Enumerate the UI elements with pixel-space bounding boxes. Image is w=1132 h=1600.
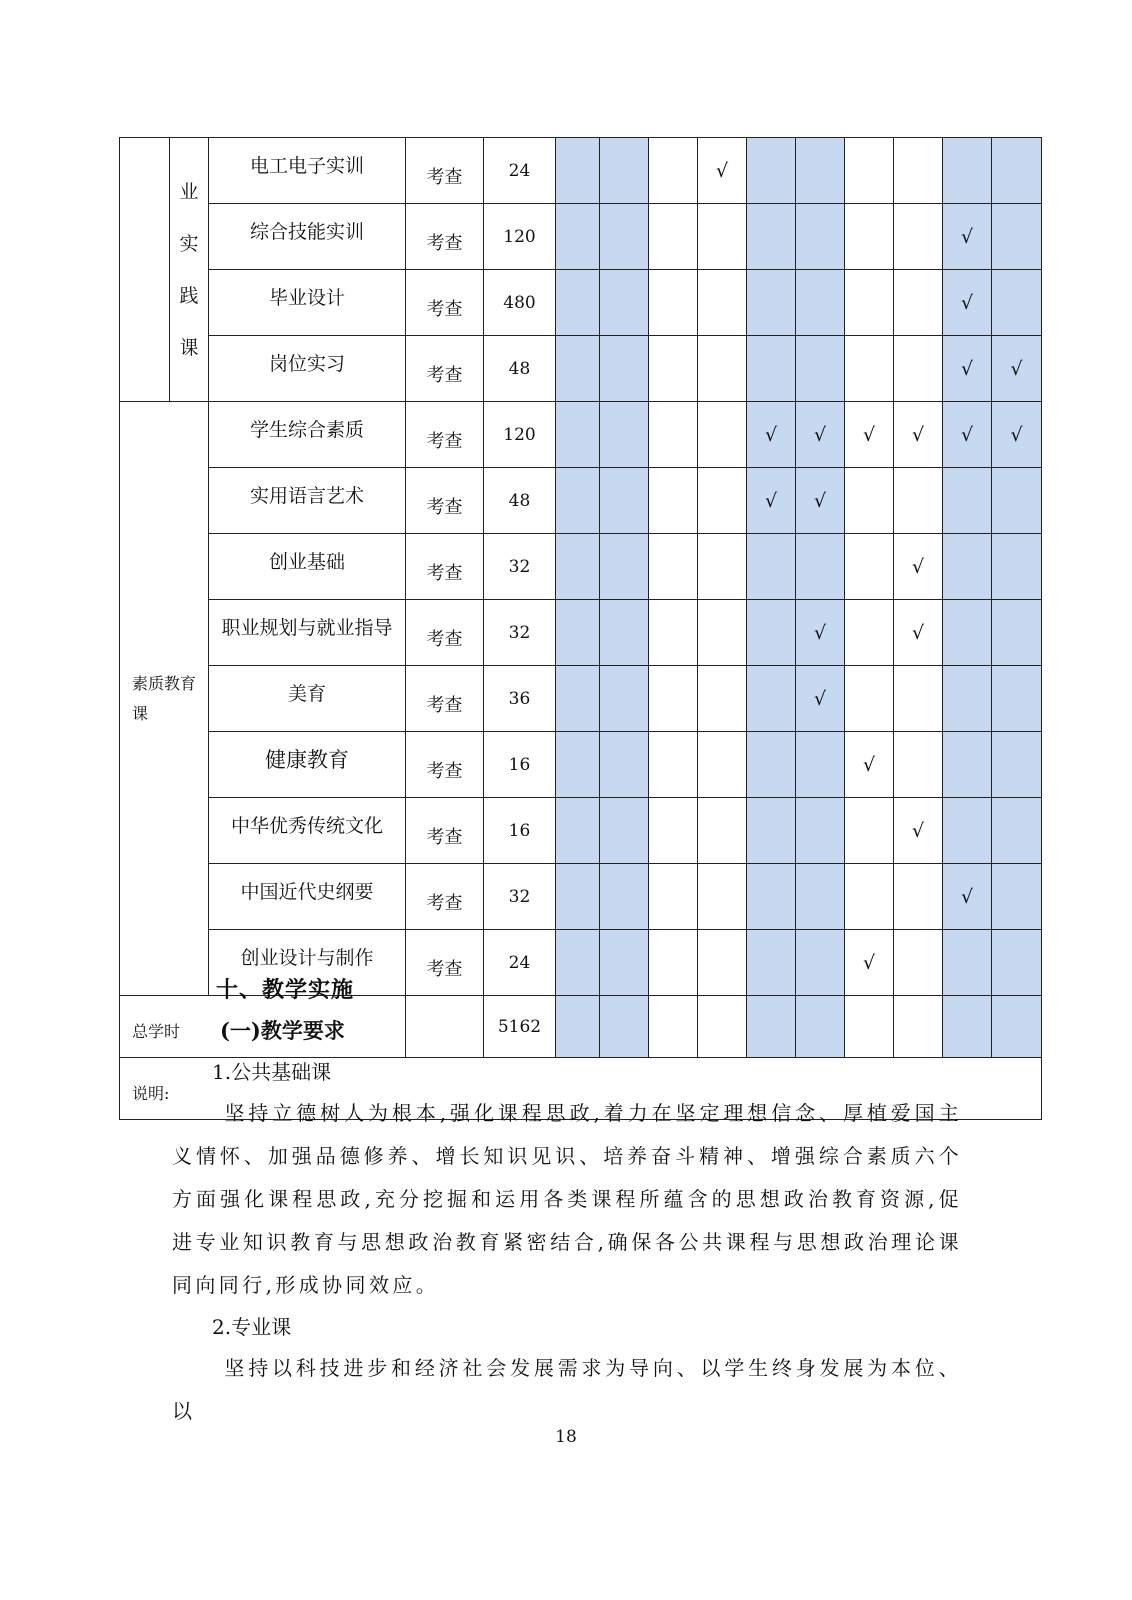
check-cell bbox=[943, 600, 992, 666]
check-cell bbox=[992, 534, 1042, 600]
check-cell: √ bbox=[796, 468, 845, 534]
check-cell bbox=[943, 798, 992, 864]
check-cell bbox=[698, 336, 747, 402]
check-cell bbox=[747, 600, 796, 666]
check-cell bbox=[894, 666, 943, 732]
check-cell bbox=[796, 204, 845, 270]
check-cell bbox=[556, 402, 600, 468]
table-row bbox=[120, 534, 1042, 600]
table-row bbox=[120, 138, 1042, 204]
course-hours: 16 bbox=[484, 798, 556, 864]
section-subheading: (一)教学要求 bbox=[220, 1018, 345, 1043]
course-name: 美育 bbox=[209, 666, 406, 732]
check-cell bbox=[845, 600, 894, 666]
course-name: 毕业设计 bbox=[209, 270, 406, 336]
total-label: 总学时 bbox=[120, 996, 406, 1058]
check-cell bbox=[747, 534, 796, 600]
course-hours: 24 bbox=[484, 930, 556, 996]
check-cell bbox=[845, 336, 894, 402]
check-cell bbox=[698, 666, 747, 732]
check-cell bbox=[943, 534, 992, 600]
check-cell bbox=[796, 864, 845, 930]
check-cell bbox=[556, 204, 600, 270]
check-cell bbox=[649, 864, 698, 930]
check-cell bbox=[894, 468, 943, 534]
category-cell-blank bbox=[120, 138, 170, 402]
check-cell bbox=[649, 468, 698, 534]
check-cell bbox=[600, 732, 649, 798]
item2-title: 2.专业课 bbox=[212, 1315, 292, 1339]
check-cell: √ bbox=[894, 402, 943, 468]
category-suzhi-label: 素质教育课 bbox=[132, 673, 197, 723]
assessment-method: 考查 bbox=[406, 270, 484, 336]
course-hours: 48 bbox=[484, 336, 556, 402]
course-hours: 36 bbox=[484, 666, 556, 732]
check-cell bbox=[747, 138, 796, 204]
check-cell bbox=[600, 468, 649, 534]
check-cell bbox=[992, 666, 1042, 732]
course-hours: 120 bbox=[484, 402, 556, 468]
check-cell bbox=[600, 336, 649, 402]
check-cell bbox=[698, 468, 747, 534]
check-cell bbox=[747, 336, 796, 402]
check-cell bbox=[600, 270, 649, 336]
check-cell bbox=[600, 600, 649, 666]
check-cell: √ bbox=[894, 600, 943, 666]
check-cell bbox=[992, 930, 1042, 996]
check-cell bbox=[894, 732, 943, 798]
check-cell bbox=[747, 270, 796, 336]
check-cell bbox=[556, 864, 600, 930]
check-cell bbox=[556, 468, 600, 534]
check-cell bbox=[556, 732, 600, 798]
item1-title: 1.公共基础课 bbox=[212, 1060, 332, 1084]
course-name: 创业设计与制作 bbox=[209, 930, 406, 996]
check-cell bbox=[992, 798, 1042, 864]
check-cell bbox=[845, 534, 894, 600]
course-name: 综合技能实训 bbox=[209, 204, 406, 270]
check-cell bbox=[556, 336, 600, 402]
check-cell: √ bbox=[943, 336, 992, 402]
check-cell bbox=[943, 666, 992, 732]
check-cell bbox=[992, 270, 1042, 336]
check-cell bbox=[796, 270, 845, 336]
check-cell bbox=[649, 336, 698, 402]
check-cell bbox=[943, 732, 992, 798]
check-cell bbox=[992, 864, 1042, 930]
check-cell: √ bbox=[943, 270, 992, 336]
section-body bbox=[172, 970, 962, 1433]
total-hours: 5162 bbox=[484, 996, 556, 1058]
table-row bbox=[120, 666, 1042, 732]
check-cell bbox=[796, 732, 845, 798]
table-row bbox=[120, 204, 1042, 270]
check-cell bbox=[556, 138, 600, 204]
check-cell bbox=[556, 270, 600, 336]
course-name: 中华优秀传统文化 bbox=[209, 798, 406, 864]
category-char: 实 bbox=[179, 232, 199, 255]
check-cell bbox=[556, 600, 600, 666]
category-char: 践 bbox=[179, 284, 199, 307]
check-cell: √ bbox=[747, 402, 796, 468]
item1-paragraph bbox=[172, 1092, 962, 1307]
page-number: 18 bbox=[555, 1427, 577, 1447]
course-name: 创业基础 bbox=[209, 534, 406, 600]
check-cell bbox=[600, 138, 649, 204]
table-row bbox=[120, 864, 1042, 930]
note-label: 说明: bbox=[120, 1058, 1042, 1120]
check-cell bbox=[796, 798, 845, 864]
check-cell bbox=[649, 666, 698, 732]
check-cell bbox=[649, 204, 698, 270]
check-cell bbox=[600, 534, 649, 600]
assessment-method: 考查 bbox=[406, 138, 484, 204]
check-cell bbox=[845, 204, 894, 270]
check-cell bbox=[845, 270, 894, 336]
check-cell bbox=[698, 864, 747, 930]
table-row bbox=[120, 468, 1042, 534]
table-row bbox=[120, 600, 1042, 666]
table-row bbox=[120, 336, 1042, 402]
check-cell bbox=[698, 204, 747, 270]
check-cell: √ bbox=[845, 402, 894, 468]
course-name: 岗位实习 bbox=[209, 336, 406, 402]
check-cell bbox=[992, 138, 1042, 204]
check-cell: √ bbox=[894, 534, 943, 600]
check-cell bbox=[649, 732, 698, 798]
assessment-method: 考查 bbox=[406, 666, 484, 732]
assessment-method: 考查 bbox=[406, 534, 484, 600]
table-row bbox=[120, 798, 1042, 864]
table-row bbox=[120, 270, 1042, 336]
course-hours: 48 bbox=[484, 468, 556, 534]
check-cell: √ bbox=[796, 600, 845, 666]
check-cell bbox=[845, 864, 894, 930]
check-cell bbox=[992, 204, 1042, 270]
assessment-method: 考查 bbox=[406, 468, 484, 534]
check-cell bbox=[747, 204, 796, 270]
assessment-method: 考查 bbox=[406, 600, 484, 666]
assessment-method: 考查 bbox=[406, 930, 484, 996]
course-name: 电工电子实训 bbox=[209, 138, 406, 204]
check-cell bbox=[747, 798, 796, 864]
check-cell bbox=[894, 270, 943, 336]
check-cell: √ bbox=[894, 798, 943, 864]
assessment-method: 考查 bbox=[406, 864, 484, 930]
check-cell bbox=[556, 666, 600, 732]
check-cell bbox=[649, 534, 698, 600]
assessment-method: 考查 bbox=[406, 204, 484, 270]
course-name: 中国近代史纲要 bbox=[209, 864, 406, 930]
check-cell: √ bbox=[698, 138, 747, 204]
check-cell bbox=[698, 798, 747, 864]
check-cell: √ bbox=[796, 666, 845, 732]
check-cell bbox=[698, 270, 747, 336]
check-cell bbox=[556, 534, 600, 600]
check-cell bbox=[649, 600, 698, 666]
check-cell bbox=[943, 138, 992, 204]
check-cell: √ bbox=[992, 336, 1042, 402]
check-cell bbox=[698, 732, 747, 798]
check-cell bbox=[845, 468, 894, 534]
check-cell bbox=[600, 864, 649, 930]
check-cell bbox=[894, 864, 943, 930]
section-heading: 十、教学实施 bbox=[216, 977, 355, 1003]
check-cell bbox=[845, 798, 894, 864]
course-hours: 32 bbox=[484, 600, 556, 666]
check-cell: √ bbox=[943, 204, 992, 270]
assessment-method: 考查 bbox=[406, 798, 484, 864]
check-cell: √ bbox=[943, 864, 992, 930]
check-cell bbox=[698, 600, 747, 666]
check-cell bbox=[649, 138, 698, 204]
check-cell bbox=[992, 468, 1042, 534]
assessment-method: 考查 bbox=[406, 336, 484, 402]
check-cell: √ bbox=[943, 402, 992, 468]
check-cell bbox=[649, 402, 698, 468]
course-name: 学生综合素质 bbox=[209, 402, 406, 468]
check-cell bbox=[796, 138, 845, 204]
course-hours: 24 bbox=[484, 138, 556, 204]
check-cell bbox=[747, 864, 796, 930]
check-cell: √ bbox=[796, 402, 845, 468]
check-cell bbox=[600, 402, 649, 468]
check-cell bbox=[556, 798, 600, 864]
check-cell bbox=[894, 204, 943, 270]
check-cell bbox=[894, 138, 943, 204]
check-cell bbox=[943, 468, 992, 534]
check-cell bbox=[992, 996, 1042, 1058]
check-cell bbox=[845, 138, 894, 204]
category-shijian-cell bbox=[170, 138, 209, 402]
assessment-method: 考查 bbox=[406, 732, 484, 798]
check-cell bbox=[698, 402, 747, 468]
course-name: 健康教育 bbox=[209, 732, 406, 798]
check-cell bbox=[796, 534, 845, 600]
course-name: 实用语言艺术 bbox=[209, 468, 406, 534]
check-cell bbox=[747, 732, 796, 798]
course-hours: 480 bbox=[484, 270, 556, 336]
item2-paragraph bbox=[172, 1347, 962, 1433]
check-cell: √ bbox=[845, 930, 894, 996]
check-cell bbox=[600, 666, 649, 732]
check-cell bbox=[992, 732, 1042, 798]
check-cell bbox=[747, 666, 796, 732]
check-cell bbox=[992, 600, 1042, 666]
course-hours: 32 bbox=[484, 534, 556, 600]
check-cell bbox=[894, 336, 943, 402]
check-cell bbox=[600, 204, 649, 270]
course-name: 职业规划与就业指导 bbox=[209, 600, 406, 666]
check-cell: √ bbox=[845, 732, 894, 798]
check-cell bbox=[796, 336, 845, 402]
table-row bbox=[120, 732, 1042, 798]
course-hours: 16 bbox=[484, 732, 556, 798]
category-char: 业 bbox=[179, 180, 199, 203]
check-cell: √ bbox=[747, 468, 796, 534]
course-hours: 120 bbox=[484, 204, 556, 270]
check-cell bbox=[649, 798, 698, 864]
check-cell bbox=[845, 666, 894, 732]
category-suzhi-cell bbox=[120, 402, 209, 996]
table-row bbox=[120, 402, 1042, 468]
item2-text: 坚持以科技进步和经济社会发展需求为导向、以学生终身发展为本位、以 bbox=[172, 1356, 962, 1423]
check-cell: √ bbox=[992, 402, 1042, 468]
assessment-method: 考查 bbox=[406, 402, 484, 468]
check-cell bbox=[600, 798, 649, 864]
check-cell bbox=[649, 270, 698, 336]
category-char: 课 bbox=[179, 336, 199, 359]
check-cell bbox=[698, 534, 747, 600]
item1-text: 坚持立德树人为根本,强化课程思政,着力在坚定理想信念、厚植爱国主义情怀、加强品德修养、增长知识见识、培养奋斗精神、增强综合素质六个方面强化课程思政,充分挖掘和运用各类课程所蕴含的思想政治教育资源,促进专业知识教育与思想政治教育紧密结合,确保各公共课程与思想政治理论课同向同行,形成协同效应。 bbox=[172, 1101, 962, 1297]
course-hours: 32 bbox=[484, 864, 556, 930]
